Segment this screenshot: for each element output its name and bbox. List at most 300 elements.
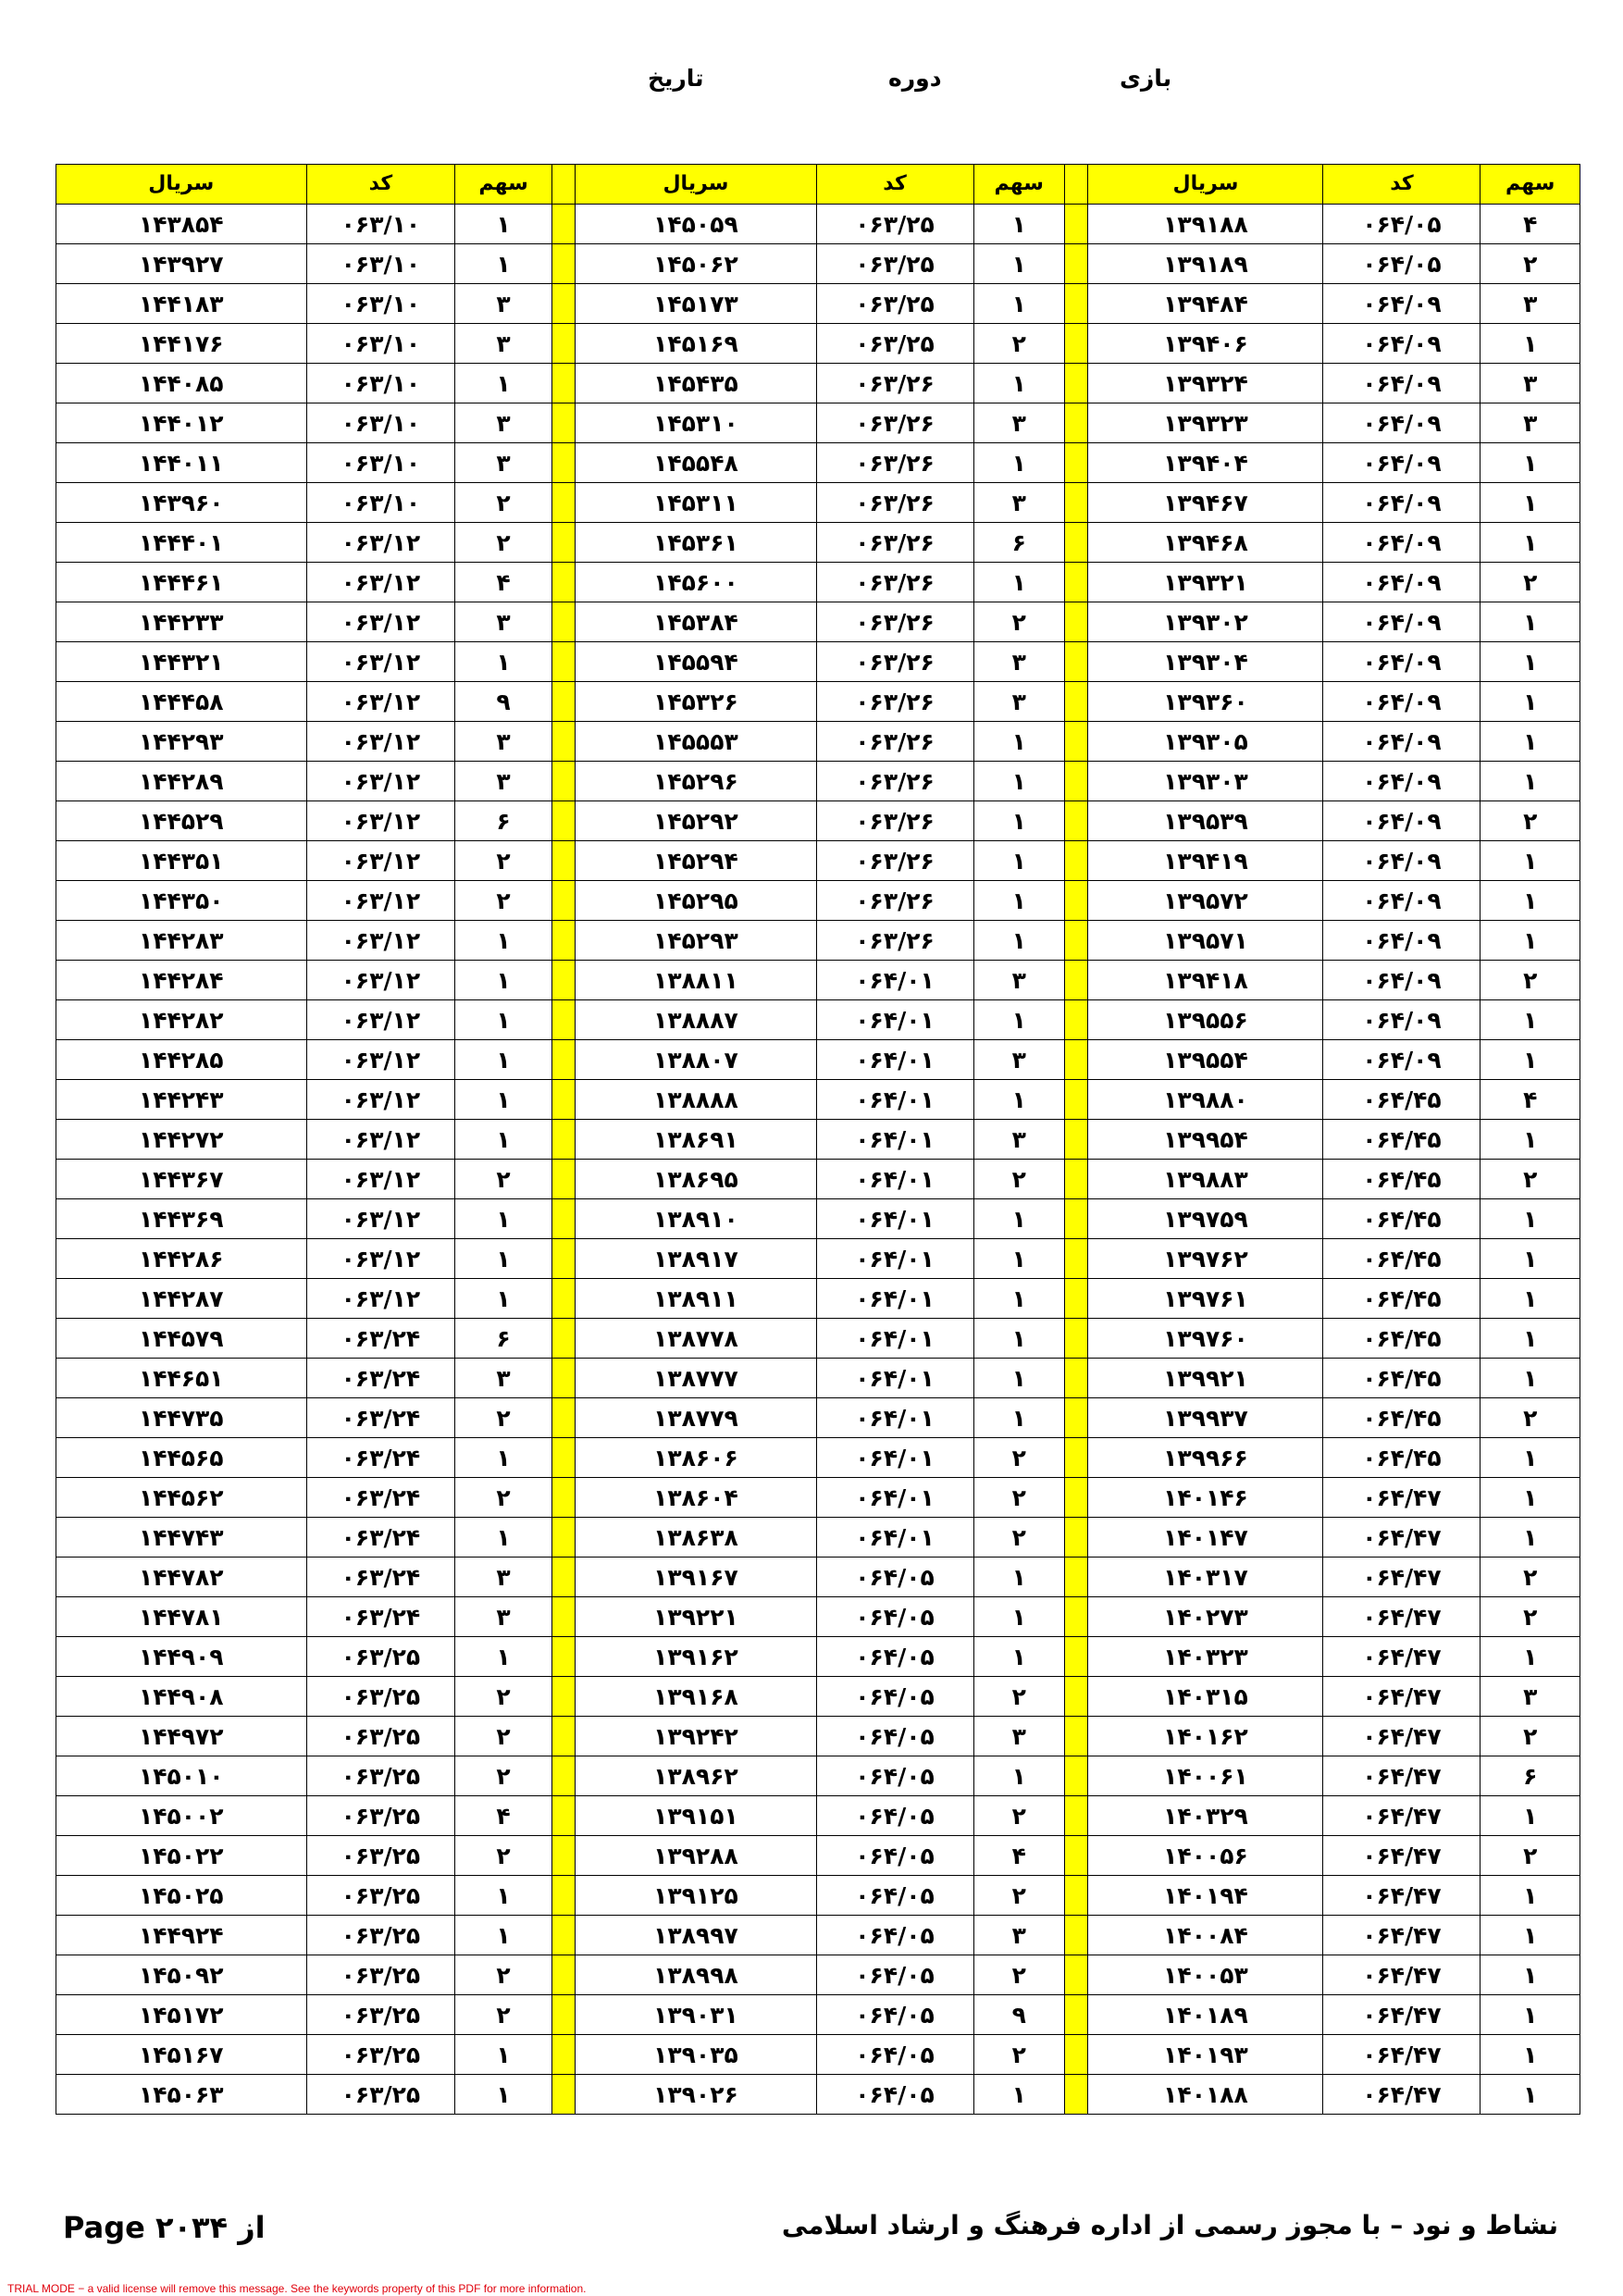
header-date: تاریخ xyxy=(648,65,704,92)
cell-code: ۰۶۳/۱۰ xyxy=(306,483,455,523)
cell-code: ۰۶۴/۰۱ xyxy=(816,1000,973,1040)
table-body xyxy=(56,205,1580,2115)
table-row xyxy=(56,205,1580,244)
cell-share: ۱ xyxy=(1481,1438,1580,1478)
cell-serial: ۱۴۴۹۰۹ xyxy=(56,1637,307,1677)
cell-code: ۰۶۴/۴۷ xyxy=(1323,2035,1481,2075)
cell-serial: ۱۳۹۹۲۱ xyxy=(1088,1359,1323,1398)
table-row xyxy=(56,921,1580,961)
cell-share: ۲ xyxy=(455,523,551,563)
cell-share: ۱ xyxy=(973,801,1064,841)
separator-cell xyxy=(551,563,576,602)
table-row xyxy=(56,1836,1580,1876)
table-row xyxy=(56,1080,1580,1120)
separator-cell xyxy=(1064,801,1088,841)
separator-cell xyxy=(1064,1199,1088,1239)
cell-code: ۰۶۴/۴۵ xyxy=(1323,1438,1481,1478)
cell-code: ۰۶۳/۱۲ xyxy=(306,1199,455,1239)
cell-code: ۰۶۳/۱۲ xyxy=(306,841,455,881)
table-row xyxy=(56,762,1580,801)
separator-cell xyxy=(551,1359,576,1398)
cell-code: ۰۶۴/۴۷ xyxy=(1323,1677,1481,1717)
cell-code: ۰۶۴/۰۵ xyxy=(816,1677,973,1717)
cell-code: ۰۶۴/۰۹ xyxy=(1323,284,1481,324)
cell-share: ۱ xyxy=(455,1199,551,1239)
cell-code: ۰۶۴/۰۹ xyxy=(1323,961,1481,1000)
cell-share: ۲ xyxy=(455,1717,551,1756)
cell-code: ۰۶۳/۲۵ xyxy=(306,1995,455,2035)
cell-serial: ۱۴۵۰۱۰ xyxy=(56,1756,307,1796)
cell-code: ۰۶۴/۰۱ xyxy=(816,1478,973,1518)
cell-code: ۰۶۳/۲۶ xyxy=(816,364,973,403)
separator-cell xyxy=(1064,1040,1088,1080)
table-row xyxy=(56,1398,1580,1438)
cell-code: ۰۶۴/۴۷ xyxy=(1323,1756,1481,1796)
cell-code: ۰۶۳/۲۵ xyxy=(306,1717,455,1756)
cell-share: ۱ xyxy=(973,1597,1064,1637)
cell-share: ۳ xyxy=(973,1120,1064,1160)
cell-share: ۴ xyxy=(973,1836,1064,1876)
cell-code: ۰۶۳/۲۵ xyxy=(306,1796,455,1836)
separator-cell xyxy=(551,1836,576,1876)
cell-serial: ۱۴۴۹۲۴ xyxy=(56,1916,307,1955)
separator-cell xyxy=(1064,563,1088,602)
cell-serial: ۱۳۹۵۵۶ xyxy=(1088,1000,1323,1040)
cell-code: ۰۶۳/۱۲ xyxy=(306,523,455,563)
cell-serial: ۱۳۹۳۰۵ xyxy=(1088,722,1323,762)
cell-code: ۰۶۴/۰۵ xyxy=(816,1796,973,1836)
col-header-serial: سریال xyxy=(1088,165,1323,205)
cell-code: ۰۶۴/۴۵ xyxy=(1323,1199,1481,1239)
cell-serial: ۱۴۴۰۱۲ xyxy=(56,403,307,443)
cell-share: ۲ xyxy=(1481,1558,1580,1597)
cell-code: ۰۶۴/۴۷ xyxy=(1323,1518,1481,1558)
cell-code: ۰۶۳/۲۵ xyxy=(306,1756,455,1796)
cell-share: ۳ xyxy=(973,483,1064,523)
table-row xyxy=(56,1677,1580,1717)
cell-serial: ۱۴۴۲۸۹ xyxy=(56,762,307,801)
cell-code: ۰۶۴/۰۵ xyxy=(816,1597,973,1637)
cell-serial: ۱۴۴۴۵۸ xyxy=(56,682,307,722)
cell-serial: ۱۴۵۰۵۹ xyxy=(576,205,816,244)
cell-serial: ۱۳۹۲۲۱ xyxy=(576,1597,816,1637)
cell-share: ۳ xyxy=(1481,1677,1580,1717)
table-row xyxy=(56,1120,1580,1160)
cell-serial: ۱۴۴۲۸۳ xyxy=(56,921,307,961)
cell-share: ۱ xyxy=(973,563,1064,602)
cell-serial: ۱۳۹۴۰۶ xyxy=(1088,324,1323,364)
results-table xyxy=(56,164,1580,2115)
table-header-row xyxy=(56,165,1580,205)
cell-serial: ۱۴۴۴۰۱ xyxy=(56,523,307,563)
cell-share: ۳ xyxy=(455,403,551,443)
cell-code: ۰۶۳/۲۵ xyxy=(306,1916,455,1955)
separator-cell xyxy=(1064,1717,1088,1756)
cell-code: ۰۶۴/۰۹ xyxy=(1323,1000,1481,1040)
cell-share: ۱ xyxy=(455,961,551,1000)
table-row xyxy=(56,1717,1580,1756)
table-row xyxy=(56,841,1580,881)
cell-serial: ۱۴۵۱۷۲ xyxy=(56,1995,307,2035)
cell-code: ۰۶۴/۰۱ xyxy=(816,1438,973,1478)
cell-serial: ۱۴۵۲۹۳ xyxy=(576,921,816,961)
cell-code: ۰۶۳/۲۴ xyxy=(306,1478,455,1518)
table-row xyxy=(56,364,1580,403)
cell-share: ۱ xyxy=(1481,1995,1580,2035)
cell-share: ۱ xyxy=(455,364,551,403)
cell-serial: ۱۳۸۷۷۹ xyxy=(576,1398,816,1438)
cell-code: ۰۶۴/۰۵ xyxy=(816,1558,973,1597)
cell-share: ۱ xyxy=(1481,443,1580,483)
cell-code: ۰۶۴/۰۹ xyxy=(1323,881,1481,921)
cell-code: ۰۶۳/۲۴ xyxy=(306,1398,455,1438)
cell-code: ۰۶۳/۱۲ xyxy=(306,1040,455,1080)
col-header-serial: سریال xyxy=(576,165,816,205)
separator-cell xyxy=(1064,2075,1088,2115)
cell-share: ۲ xyxy=(973,1478,1064,1518)
cell-code: ۰۶۴/۴۷ xyxy=(1323,1995,1481,2035)
cell-serial: ۱۴۴۱۸۳ xyxy=(56,284,307,324)
cell-share: ۱ xyxy=(1481,722,1580,762)
page-number: Page ۲۰۳۴ از xyxy=(63,2210,266,2245)
separator-cell xyxy=(551,1398,576,1438)
cell-serial: ۱۴۴۳۵۰ xyxy=(56,881,307,921)
cell-serial: ۱۴۴۲۷۲ xyxy=(56,1120,307,1160)
cell-serial: ۱۴۵۲۹۵ xyxy=(576,881,816,921)
separator-cell xyxy=(1064,1000,1088,1040)
cell-share: ۶ xyxy=(1481,1756,1580,1796)
cell-share: ۲ xyxy=(1481,244,1580,284)
cell-share: ۳ xyxy=(973,1040,1064,1080)
cell-serial: ۱۳۹۷۶۲ xyxy=(1088,1239,1323,1279)
cell-serial: ۱۳۹۲۴۲ xyxy=(576,1717,816,1756)
cell-code: ۰۶۳/۱۲ xyxy=(306,1000,455,1040)
cell-share: ۱ xyxy=(455,1080,551,1120)
separator-cell xyxy=(551,2075,576,2115)
cell-share: ۲ xyxy=(973,1677,1064,1717)
cell-serial: ۱۴۴۱۷۶ xyxy=(56,324,307,364)
cell-serial: ۱۳۸۹۱۱ xyxy=(576,1279,816,1319)
cell-serial: ۱۳۹۱۵۱ xyxy=(576,1796,816,1836)
cell-share: ۳ xyxy=(1481,403,1580,443)
cell-share: ۱ xyxy=(1481,921,1580,961)
separator-cell xyxy=(551,1637,576,1677)
cell-serial: ۱۳۹۷۶۰ xyxy=(1088,1319,1323,1359)
cell-share: ۱ xyxy=(973,364,1064,403)
cell-serial: ۱۴۵۰۶۳ xyxy=(56,2075,307,2115)
separator-cell xyxy=(1064,682,1088,722)
cell-code: ۰۶۴/۴۵ xyxy=(1323,1359,1481,1398)
cell-serial: ۱۴۴۲۹۳ xyxy=(56,722,307,762)
cell-code: ۰۶۳/۱۰ xyxy=(306,403,455,443)
cell-serial: ۱۴۳۹۶۰ xyxy=(56,483,307,523)
cell-code: ۰۶۳/۱۲ xyxy=(306,762,455,801)
table-row xyxy=(56,1597,1580,1637)
cell-serial: ۱۴۴۵۶۵ xyxy=(56,1438,307,1478)
separator-cell xyxy=(551,1120,576,1160)
cell-code: ۰۶۴/۴۷ xyxy=(1323,1916,1481,1955)
cell-share: ۲ xyxy=(455,1836,551,1876)
separator-cell xyxy=(551,244,576,284)
cell-serial: ۱۳۹۴۱۹ xyxy=(1088,841,1323,881)
cell-serial: ۱۳۸۹۱۷ xyxy=(576,1239,816,1279)
cell-serial: ۱۴۰۰۵۶ xyxy=(1088,1836,1323,1876)
cell-share: ۱ xyxy=(1481,642,1580,682)
cell-share: ۱ xyxy=(1481,1637,1580,1677)
cell-share: ۱ xyxy=(455,2035,551,2075)
cell-serial: ۱۴۴۳۵۱ xyxy=(56,841,307,881)
cell-share: ۱ xyxy=(455,642,551,682)
cell-serial: ۱۴۴۰۱۱ xyxy=(56,443,307,483)
cell-code: ۰۶۴/۰۹ xyxy=(1323,642,1481,682)
cell-share: ۳ xyxy=(1481,364,1580,403)
cell-share: ۱ xyxy=(973,284,1064,324)
cell-share: ۹ xyxy=(455,682,551,722)
cell-code: ۰۶۴/۰۱ xyxy=(816,1040,973,1080)
cell-share: ۲ xyxy=(455,1995,551,2035)
separator-cell xyxy=(1064,1438,1088,1478)
separator-cell xyxy=(1064,1558,1088,1597)
cell-code: ۰۶۴/۴۷ xyxy=(1323,1796,1481,1836)
separator-cell xyxy=(1064,205,1088,244)
cell-share: ۲ xyxy=(973,1438,1064,1478)
cell-code: ۰۶۳/۲۴ xyxy=(306,1359,455,1398)
cell-code: ۰۶۴/۰۹ xyxy=(1323,841,1481,881)
cell-serial: ۱۴۴۳۶۹ xyxy=(56,1199,307,1239)
cell-share: ۱ xyxy=(455,1438,551,1478)
cell-code: ۰۶۳/۲۶ xyxy=(816,483,973,523)
separator-cell xyxy=(1064,762,1088,801)
cell-share: ۱ xyxy=(1481,881,1580,921)
table-row xyxy=(56,642,1580,682)
cell-code: ۰۶۳/۲۴ xyxy=(306,1438,455,1478)
cell-code: ۰۶۳/۱۰ xyxy=(306,284,455,324)
cell-serial: ۱۳۸۸۱۱ xyxy=(576,961,816,1000)
cell-code: ۰۶۴/۴۷ xyxy=(1323,1637,1481,1677)
cell-serial: ۱۳۹۴۱۸ xyxy=(1088,961,1323,1000)
cell-code: ۰۶۴/۰۹ xyxy=(1323,682,1481,722)
separator-cell xyxy=(1064,841,1088,881)
cell-serial: ۱۳۸۶۰۴ xyxy=(576,1478,816,1518)
cell-serial: ۱۴۵۲۹۲ xyxy=(576,801,816,841)
table-row xyxy=(56,602,1580,642)
cell-serial: ۱۳۹۵۵۴ xyxy=(1088,1040,1323,1080)
cell-serial: ۱۳۹۳۰۲ xyxy=(1088,602,1323,642)
cell-share: ۱ xyxy=(973,1398,1064,1438)
cell-code: ۰۶۳/۱۰ xyxy=(306,324,455,364)
cell-code: ۰۶۳/۲۶ xyxy=(816,722,973,762)
cell-serial: ۱۴۴۲۸۶ xyxy=(56,1239,307,1279)
separator-cell xyxy=(551,1438,576,1478)
cell-code: ۰۶۳/۲۶ xyxy=(816,523,973,563)
cell-code: ۰۶۴/۰۱ xyxy=(816,1279,973,1319)
cell-share: ۱ xyxy=(973,921,1064,961)
cell-share: ۱ xyxy=(973,1239,1064,1279)
cell-code: ۰۶۳/۱۰ xyxy=(306,364,455,403)
cell-share: ۳ xyxy=(973,961,1064,1000)
separator-cell xyxy=(551,1955,576,1995)
cell-share: ۱ xyxy=(973,205,1064,244)
cell-serial: ۱۳۹۰۳۱ xyxy=(576,1995,816,2035)
cell-serial: ۱۴۴۳۲۱ xyxy=(56,642,307,682)
cell-share: ۹ xyxy=(973,1995,1064,2035)
cell-serial: ۱۳۹۳۲۴ xyxy=(1088,364,1323,403)
cell-serial: ۱۳۸۹۶۲ xyxy=(576,1756,816,1796)
table-row xyxy=(56,244,1580,284)
separator-cell xyxy=(551,324,576,364)
separator-cell xyxy=(551,443,576,483)
table-row xyxy=(56,284,1580,324)
cell-code: ۰۶۳/۲۵ xyxy=(306,2075,455,2115)
table-row xyxy=(56,1995,1580,2035)
cell-code: ۰۶۴/۴۵ xyxy=(1323,1160,1481,1199)
cell-serial: ۱۴۰۰۵۳ xyxy=(1088,1955,1323,1995)
cell-serial: ۱۴۴۳۶۷ xyxy=(56,1160,307,1199)
cell-share: ۲ xyxy=(1481,1597,1580,1637)
cell-code: ۰۶۴/۰۵ xyxy=(816,1756,973,1796)
cell-code: ۰۶۴/۴۷ xyxy=(1323,1558,1481,1597)
cell-serial: ۱۴۰۲۷۳ xyxy=(1088,1597,1323,1637)
cell-share: ۱ xyxy=(973,1319,1064,1359)
separator-cell xyxy=(1064,244,1088,284)
cell-share: ۳ xyxy=(973,1916,1064,1955)
table-row xyxy=(56,1478,1580,1518)
cell-code: ۰۶۳/۲۶ xyxy=(816,762,973,801)
cell-share: ۳ xyxy=(455,1359,551,1398)
cell-serial: ۱۳۹۱۸۸ xyxy=(1088,205,1323,244)
cell-code: ۰۶۳/۲۶ xyxy=(816,881,973,921)
cell-share: ۲ xyxy=(455,483,551,523)
cell-share: ۱ xyxy=(455,1518,551,1558)
cell-code: ۰۶۳/۱۲ xyxy=(306,722,455,762)
separator-cell xyxy=(551,762,576,801)
cell-code: ۰۶۴/۰۵ xyxy=(816,2075,973,2115)
cell-serial: ۱۴۴۵۶۲ xyxy=(56,1478,307,1518)
cell-code: ۰۶۴/۴۵ xyxy=(1323,1279,1481,1319)
separator-cell xyxy=(551,961,576,1000)
header-game: بازی xyxy=(1120,65,1172,92)
separator-cell xyxy=(1064,1995,1088,2035)
cell-share: ۲ xyxy=(455,881,551,921)
cell-share: ۱ xyxy=(973,881,1064,921)
cell-share: ۳ xyxy=(973,403,1064,443)
separator-cell xyxy=(1064,1279,1088,1319)
cell-share: ۲ xyxy=(1481,801,1580,841)
cell-serial: ۱۴۵۱۷۳ xyxy=(576,284,816,324)
separator-cell xyxy=(551,1080,576,1120)
table-row xyxy=(56,1876,1580,1916)
cell-share: ۲ xyxy=(1481,961,1580,1000)
cell-serial: ۱۳۸۹۹۸ xyxy=(576,1955,816,1995)
cell-share: ۳ xyxy=(973,1717,1064,1756)
cell-code: ۰۶۴/۴۵ xyxy=(1323,1319,1481,1359)
cell-share: ۲ xyxy=(973,602,1064,642)
cell-share: ۳ xyxy=(973,642,1064,682)
table-row xyxy=(56,1319,1580,1359)
cell-code: ۰۶۴/۰۱ xyxy=(816,1120,973,1160)
cell-serial: ۱۳۹۴۶۷ xyxy=(1088,483,1323,523)
cell-code: ۰۶۴/۰۵ xyxy=(1323,205,1481,244)
table-row xyxy=(56,523,1580,563)
cell-code: ۰۶۴/۴۵ xyxy=(1323,1080,1481,1120)
separator-cell xyxy=(551,602,576,642)
table-row xyxy=(56,1000,1580,1040)
cell-share: ۱ xyxy=(1481,1040,1580,1080)
cell-share: ۲ xyxy=(973,1518,1064,1558)
cell-serial: ۱۳۹۵۷۱ xyxy=(1088,921,1323,961)
cell-code: ۰۶۳/۲۵ xyxy=(306,1677,455,1717)
cell-code: ۰۶۴/۰۱ xyxy=(816,1199,973,1239)
cell-code: ۰۶۴/۰۹ xyxy=(1323,801,1481,841)
cell-code: ۰۶۳/۱۲ xyxy=(306,801,455,841)
table-row xyxy=(56,1199,1580,1239)
col-header-share: سهم xyxy=(1481,165,1580,205)
cell-share: ۶ xyxy=(455,801,551,841)
cell-serial: ۱۳۹۳۲۱ xyxy=(1088,563,1323,602)
table-row xyxy=(56,483,1580,523)
table-row xyxy=(56,1756,1580,1796)
cell-serial: ۱۳۸۶۹۵ xyxy=(576,1160,816,1199)
cell-share: ۱ xyxy=(1481,1279,1580,1319)
cell-code: ۰۶۳/۱۰ xyxy=(306,244,455,284)
cell-share: ۱ xyxy=(973,1199,1064,1239)
separator-cell xyxy=(1064,1518,1088,1558)
separator-cell xyxy=(1064,523,1088,563)
separator-cell xyxy=(1064,403,1088,443)
separator-cell xyxy=(551,642,576,682)
cell-code: ۰۶۴/۰۹ xyxy=(1323,921,1481,961)
cell-serial: ۱۴۵۰۶۲ xyxy=(576,244,816,284)
separator-cell xyxy=(551,1478,576,1518)
cell-serial: ۱۴۵۱۶۹ xyxy=(576,324,816,364)
cell-code: ۰۶۳/۲۵ xyxy=(306,1836,455,1876)
cell-code: ۰۶۳/۱۲ xyxy=(306,1120,455,1160)
cell-share: ۱ xyxy=(1481,762,1580,801)
cell-serial: ۱۳۸۶۰۶ xyxy=(576,1438,816,1478)
cell-code: ۰۶۳/۱۲ xyxy=(306,961,455,1000)
cell-share: ۴ xyxy=(455,563,551,602)
cell-serial: ۱۴۵۰۲۲ xyxy=(56,1836,307,1876)
cell-share: ۱ xyxy=(1481,1518,1580,1558)
cell-serial: ۱۴۵۴۳۵ xyxy=(576,364,816,403)
cell-code: ۰۶۴/۰۵ xyxy=(816,1995,973,2035)
cell-code: ۰۶۴/۰۹ xyxy=(1323,364,1481,403)
cell-share: ۳ xyxy=(455,762,551,801)
col-header-code: کد xyxy=(816,165,973,205)
table-row xyxy=(56,881,1580,921)
cell-serial: ۱۳۹۱۶۷ xyxy=(576,1558,816,1597)
cell-serial: ۱۴۰۳۱۷ xyxy=(1088,1558,1323,1597)
separator-cell xyxy=(1064,1239,1088,1279)
separator-cell xyxy=(551,284,576,324)
separator-cell xyxy=(551,801,576,841)
cell-share: ۱ xyxy=(1481,1955,1580,1995)
cell-code: ۰۶۴/۴۷ xyxy=(1323,1876,1481,1916)
cell-code: ۰۶۴/۰۱ xyxy=(816,1359,973,1398)
cell-serial: ۱۴۰۱۶۲ xyxy=(1088,1717,1323,1756)
cell-serial: ۱۴۵۳۱۰ xyxy=(576,403,816,443)
cell-serial: ۱۴۵۲۹۴ xyxy=(576,841,816,881)
cell-serial: ۱۳۹۸۸۰ xyxy=(1088,1080,1323,1120)
cell-serial: ۱۴۵۰۹۲ xyxy=(56,1955,307,1995)
cell-share: ۱ xyxy=(455,1000,551,1040)
separator-cell xyxy=(551,1239,576,1279)
cell-code: ۰۶۴/۰۵ xyxy=(816,1916,973,1955)
cell-share: ۱ xyxy=(1481,841,1580,881)
separator-cell xyxy=(551,722,576,762)
table-row xyxy=(56,2075,1580,2115)
separator-cell xyxy=(551,1916,576,1955)
